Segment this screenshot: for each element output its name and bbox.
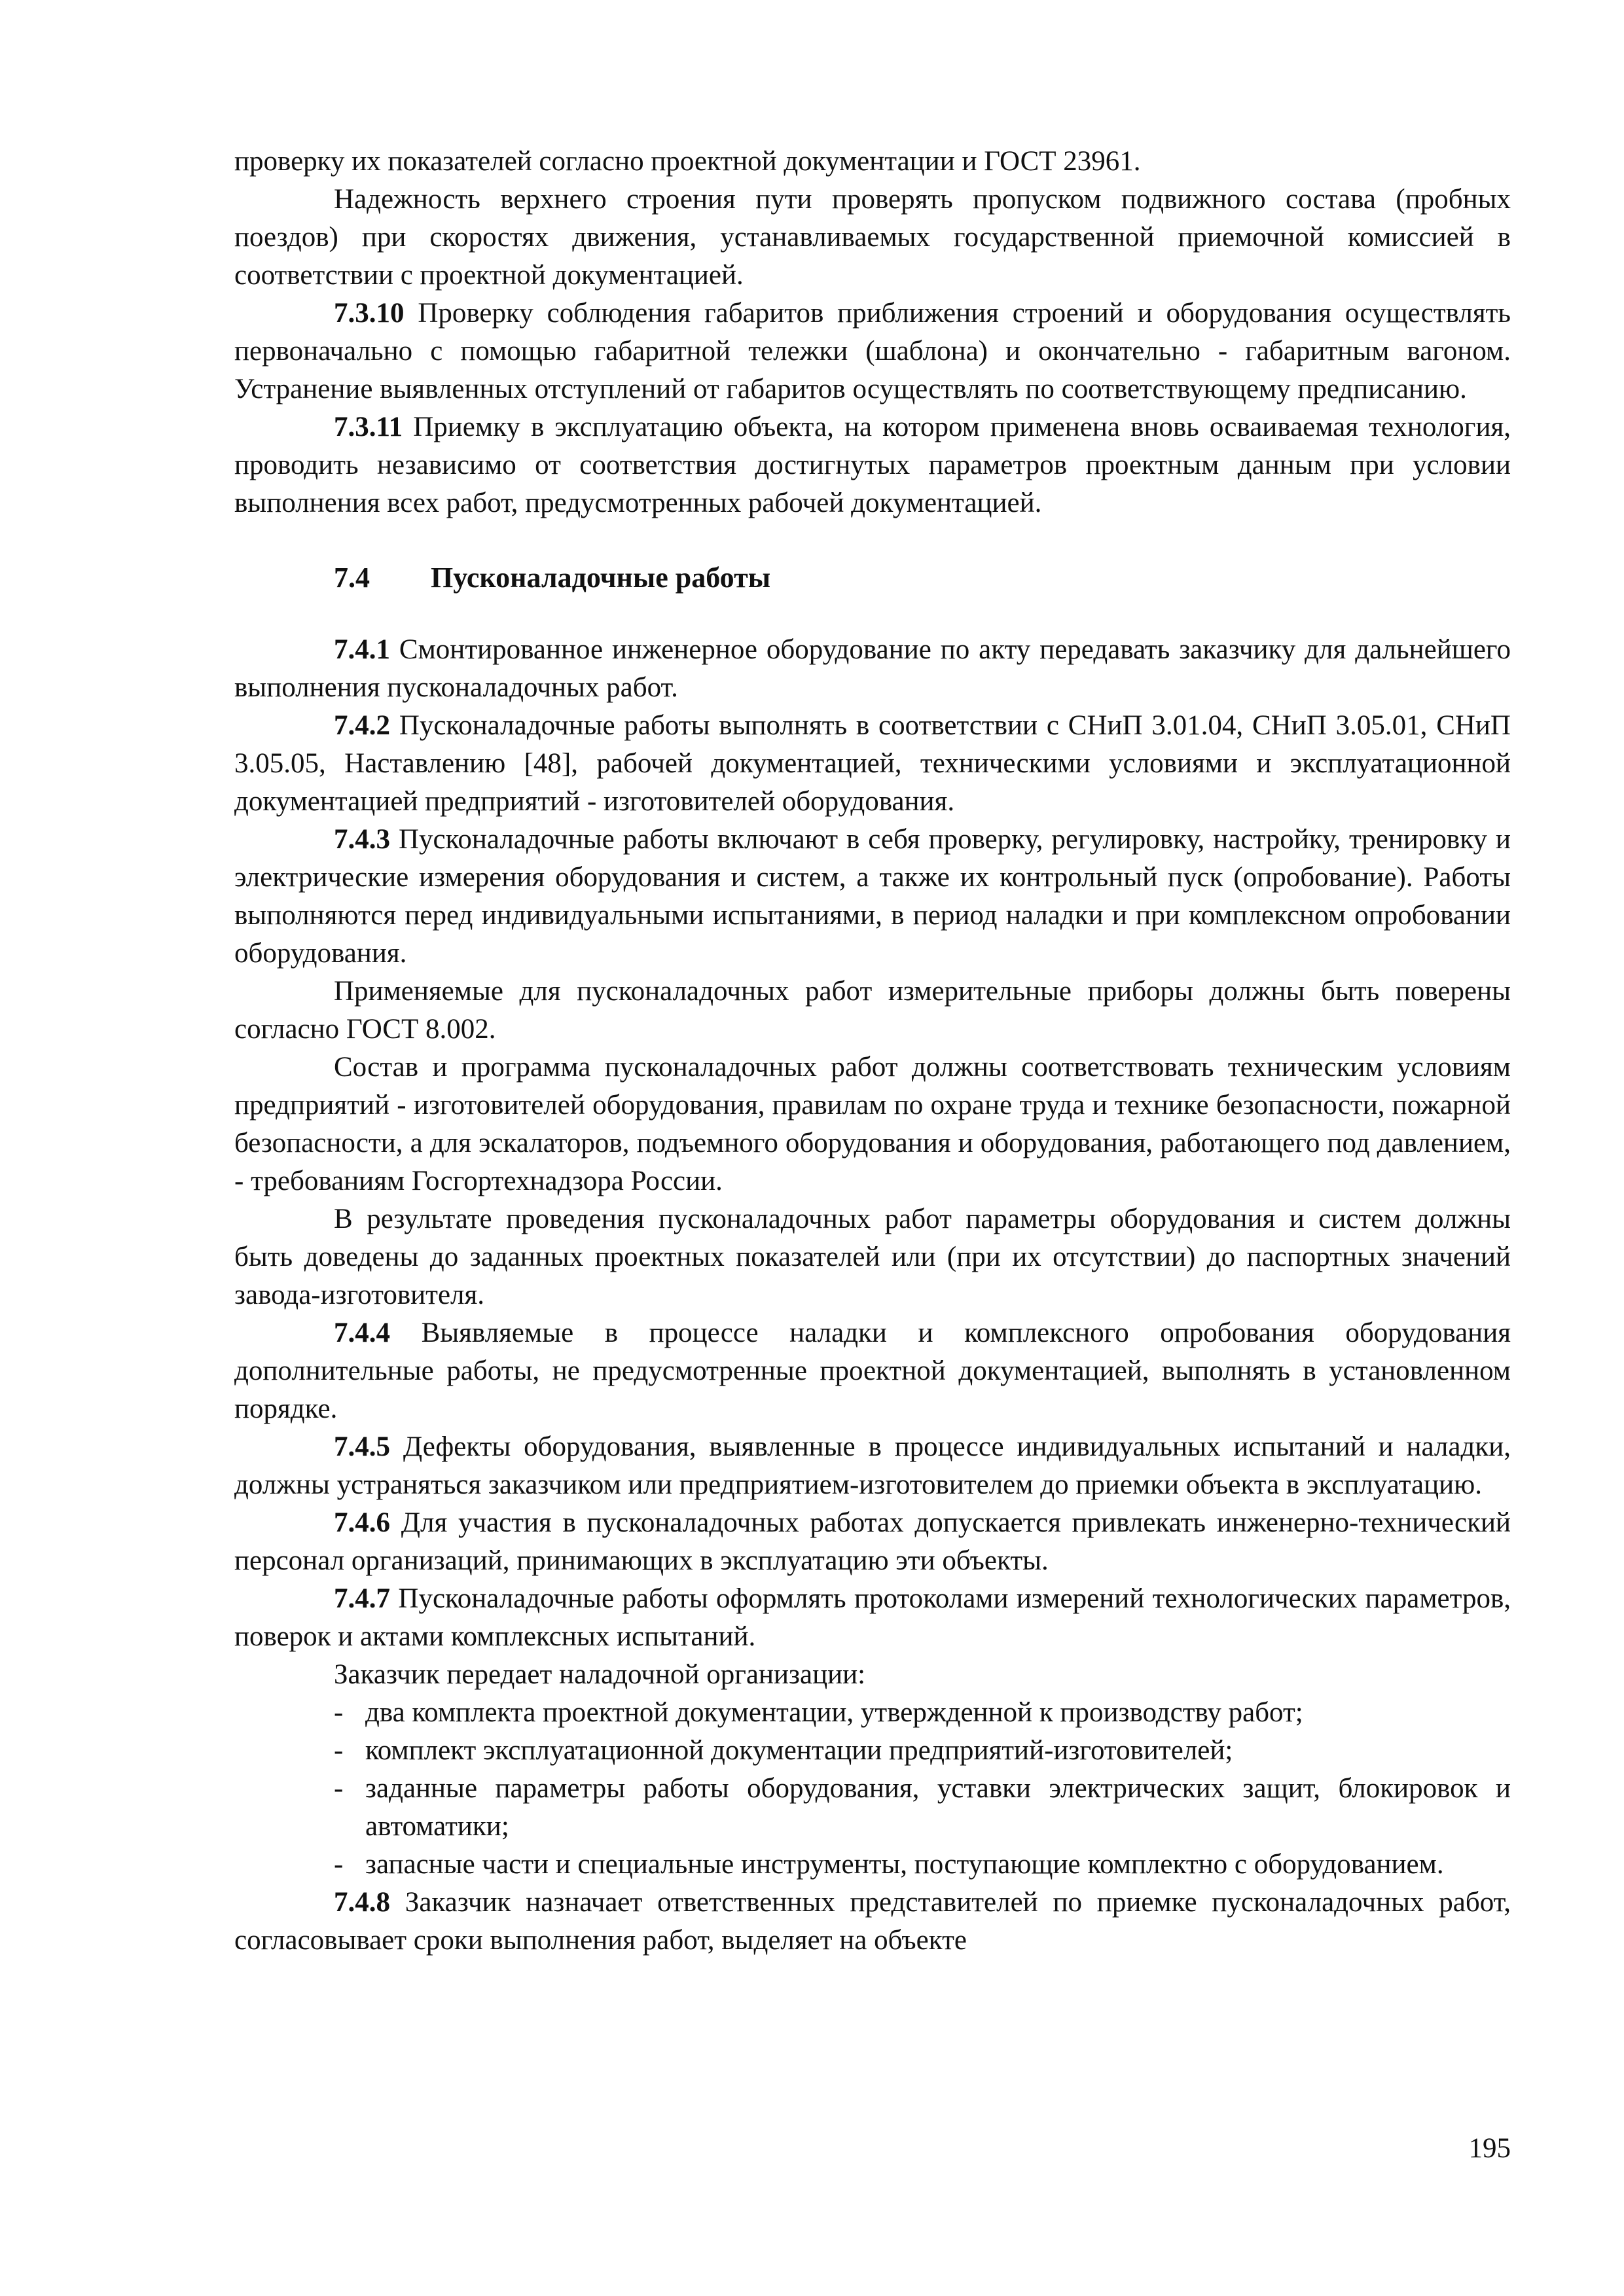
- clause-7-4-2: [234, 707, 1511, 821]
- transfer-list: [234, 1694, 1511, 1884]
- clause-text: Пусконаладочные работы выполнять в соответствии с СНиП 3.01.04, СНиП 3.05.01, СНиП 3.05.05, Наставлению [48], рабочей документацией, техническими условиями и эксплуатационной документацией предприятий - изготовителей оборудования.: [234, 710, 1511, 817]
- list-item-text: заданные параметры работы оборудования, уставки электрических защит, блокировок и автоматики;: [365, 1773, 1511, 1842]
- clause-number: 7.4.8: [334, 1887, 390, 1918]
- paragraph-text: В результате проведения пусконаладочных работ параметры оборудования и систем должны быть доведены до заданных проектных показателей или (при их отсутствии) до паспортных значений завода-изготовителя.: [234, 1204, 1511, 1310]
- clause-text: Пусконаладочные работы включают в себя проверку, регулировку, настройку, тренировку и электрические измерения оборудования и систем, а также их контрольный пуск (опробование). Работы выполняются перед индивидуальными испытаниями, в период наладки и при комплексном опробовании оборудования.: [234, 824, 1511, 969]
- paragraph-text: Применяемые для пусконаладочных работ измерительные приборы должны быть поверены согласно ГОСТ 8.002.: [234, 976, 1511, 1045]
- clause-text: Выявляемые в процессе наладки и комплексного опробования оборудования дополнительные работы, не предусмотренные проектной документацией, выполнять в установленном порядке.: [234, 1318, 1511, 1424]
- clause-text: Проверку соблюдения габаритов приближения строений и оборудования осуществлять первоначально с помощью габаритной тележки (шаблона) и окончательно - габаритным вагоном. Устранение выявленных отступлений от габаритов осуществлять по соответствующему предписанию.: [234, 298, 1511, 404]
- clause-text: Дефекты оборудования, выявленные в процессе индивидуальных испытаний и наладки, должны устраняться заказчиком или предприятием-изготовителем до приемки объекта в эксплуатацию.: [234, 1431, 1511, 1500]
- paragraph-results: [234, 1200, 1511, 1314]
- dash-marker: -: [334, 1697, 344, 1728]
- page-number: 195: [1468, 2133, 1511, 2164]
- paragraph-text: проверку их показателей согласно проектной документации и ГОСТ 23961.: [234, 146, 1141, 177]
- list-item: [234, 1732, 1511, 1770]
- clause-7-4-8: [234, 1884, 1511, 1960]
- section-title: Пусконаладочные работы: [431, 562, 771, 594]
- clause-7-3-11: [234, 408, 1511, 522]
- dash-marker: -: [334, 1849, 344, 1880]
- paragraph-text: Заказчик передает наладочной организации:: [334, 1659, 866, 1690]
- list-item: [234, 1694, 1511, 1732]
- clause-text: Для участия в пусконаладочных работах допускается привлекать инженерно-технический персонал организаций, принимающих в эксплуатацию эти объекты.: [234, 1507, 1511, 1576]
- clause-number: 7.4.7: [334, 1583, 390, 1614]
- section-number: 7.4: [334, 562, 370, 594]
- clause-number: 7.4.1: [334, 634, 390, 665]
- clause-text: Заказчик назначает ответственных представителей по приемке пусконаладочных работ, согласовывает сроки выполнения работ, выделяет на объекте: [234, 1887, 1511, 1956]
- document-page: [234, 143, 1511, 1960]
- clause-text: Приемку в эксплуатацию объекта, на котором применена вновь осваиваемая технология, проводить независимо от соответствия достигнутых параметров проектным данным при условии выполнения всех работ, предусмотренных рабочей документацией.: [234, 412, 1511, 518]
- clause-text: Смонтированное инженерное оборудование по акту передавать заказчику для дальнейшего выполнения пусконаладочных работ.: [234, 634, 1511, 703]
- list-item-text: запасные части и специальные инструменты, поступающие комплектно с оборудованием.: [365, 1849, 1444, 1880]
- paragraph-instruments: [234, 973, 1511, 1049]
- paragraph-track-reliability: [234, 181, 1511, 295]
- list-item-text: комплект эксплуатационной документации предприятий-изготовителей;: [365, 1735, 1233, 1766]
- list-item-text: два комплекта проектной документации, утвержденной к производству работ;: [365, 1697, 1303, 1728]
- clause-7-4-5: [234, 1428, 1511, 1504]
- list-item: [234, 1846, 1511, 1884]
- paragraph-text: Надежность верхнего строения пути проверять пропуском подвижного состава (пробных поездов) при скоростях движения, устанавливаемых государственной приемочной комиссией в соответствии с проектной документацией.: [234, 184, 1511, 291]
- paragraph-text: Состав и программа пусконаладочных работ должны соответствовать техническим условиям предприятий - изготовителей оборудования, правилам по охране труда и технике безопасности, пожарной безопасности, а для эскалаторов, подъемного оборудования и оборудования, работающего под давлением, - требованиям Госгортехнадзора России.: [234, 1052, 1511, 1196]
- list-item: [234, 1770, 1511, 1846]
- clause-7-4-3: [234, 821, 1511, 973]
- clause-number: 7.4.5: [334, 1431, 390, 1462]
- clause-7-4-7: [234, 1580, 1511, 1656]
- clause-text: Пусконаладочные работы оформлять протоколами измерений технологических параметров, поверок и актами комплексных испытаний.: [234, 1583, 1511, 1652]
- clause-7-4-1: [234, 631, 1511, 707]
- paragraph-composition: [234, 1049, 1511, 1200]
- clause-number: 7.4.3: [334, 824, 390, 855]
- clause-7-4-4: [234, 1314, 1511, 1428]
- dash-marker: -: [334, 1773, 344, 1804]
- clause-7-3-10: [234, 295, 1511, 408]
- clause-number: 7.3.11: [334, 412, 403, 442]
- clause-7-4-6: [234, 1504, 1511, 1580]
- clause-number: 7.4.6: [334, 1507, 390, 1538]
- paragraph-continuation: [234, 143, 1511, 181]
- dash-marker: -: [334, 1735, 344, 1766]
- paragraph-customer-transfers: [234, 1656, 1511, 1694]
- clause-number: 7.4.4: [334, 1318, 390, 1348]
- section-heading: [234, 559, 1511, 597]
- clause-number: 7.3.10: [334, 298, 405, 329]
- clause-number: 7.4.2: [334, 710, 390, 741]
